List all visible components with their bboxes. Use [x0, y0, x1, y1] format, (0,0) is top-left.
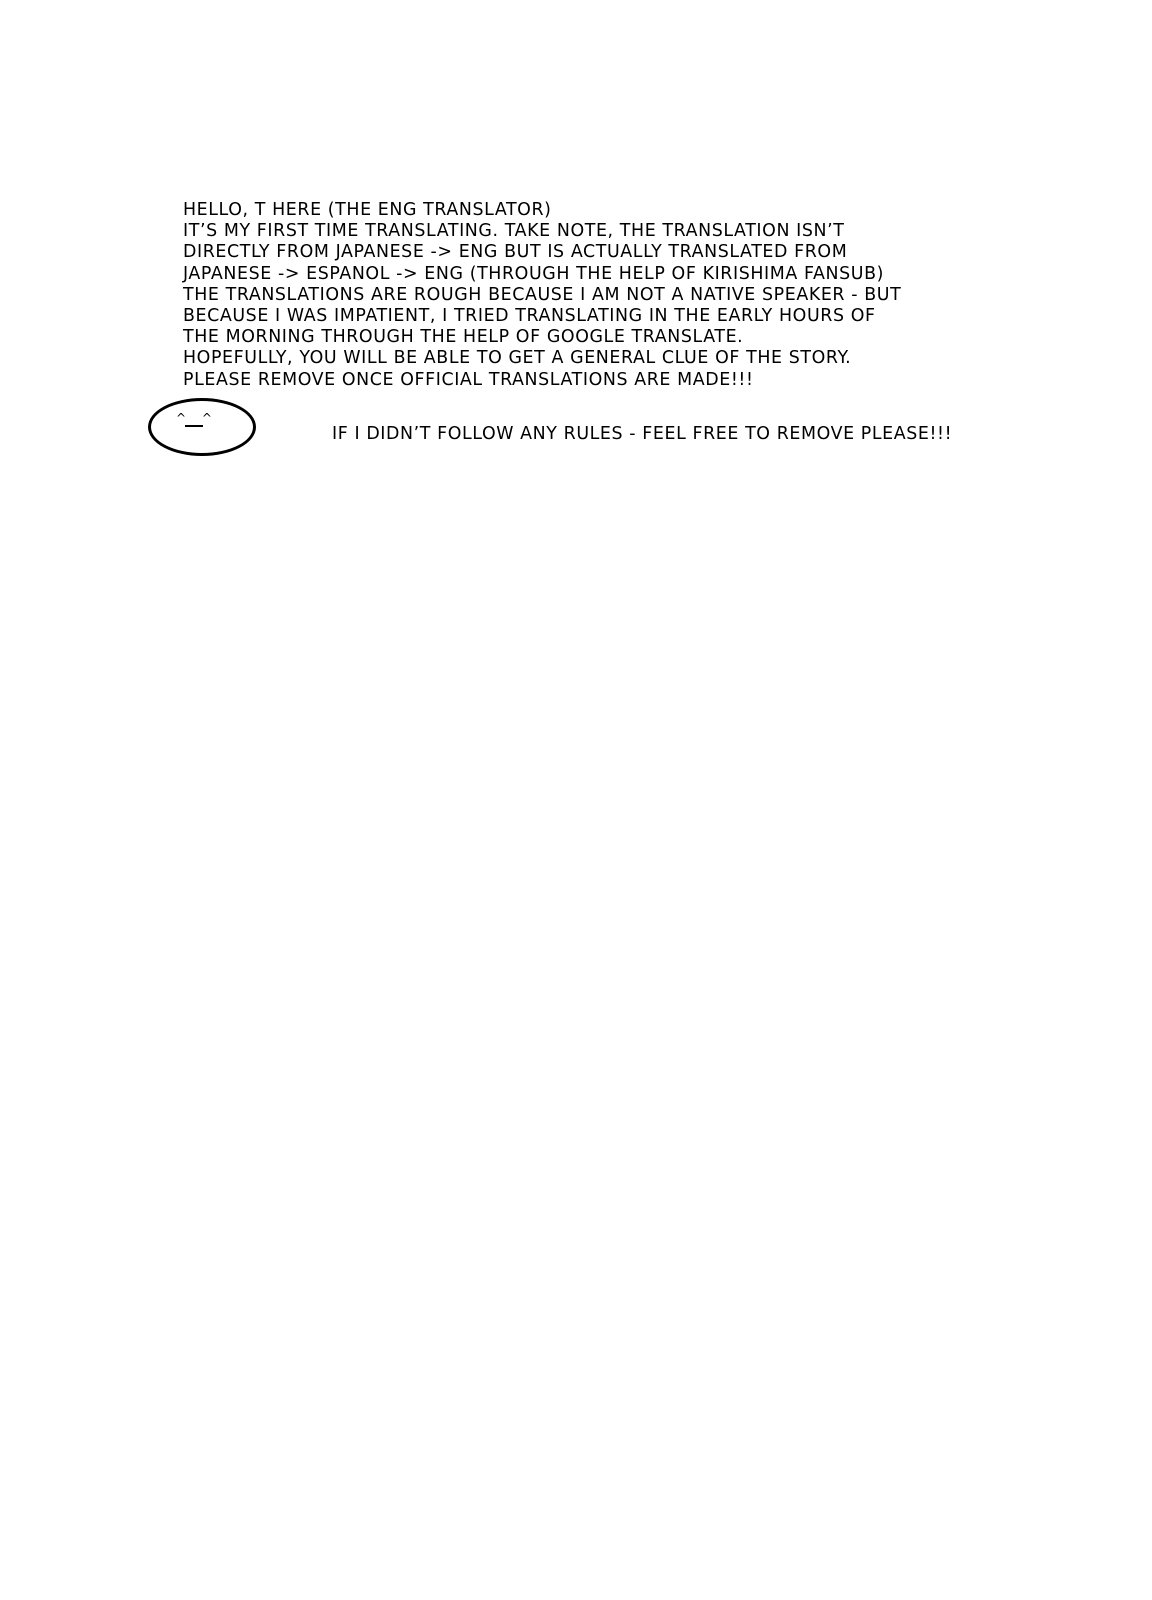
note-line: JAPANESE -> ESPANOL -> ENG (THROUGH THE HELP OF KIRISHIMA FANSUB)	[183, 263, 884, 284]
note-line: DIRECTLY FROM JAPANESE -> ENG BUT IS ACTUALLY TRANSLATED FROM	[183, 242, 848, 263]
face-mouth	[185, 425, 203, 427]
footer-row	[148, 398, 1048, 468]
note-line: IT’S MY FIRST TIME TRANSLATING. TAKE NOTE, THE TRANSLATION ISN’T	[183, 221, 845, 242]
note-line: THE TRANSLATIONS ARE ROUGH BECAUSE I AM NOT A NATIVE SPEAKER - BUT	[183, 284, 902, 305]
note-line: THE MORNING THROUGH THE HELP OF GOOGLE TRANSLATE.	[183, 327, 744, 348]
face-features	[174, 412, 230, 444]
face-eyes: ^ ^	[176, 411, 218, 425]
translator-note-block	[183, 200, 1023, 391]
footer-note-text: IF I DIDN’T FOLLOW ANY RULES - FEEL FREE TO REMOVE PLEASE!!!	[332, 424, 953, 444]
smiley-face-icon	[148, 398, 258, 460]
note-line: BECAUSE I WAS IMPATIENT, I TRIED TRANSLATING IN THE EARLY HOURS OF	[183, 306, 876, 327]
note-line: HOPEFULLY, YOU WILL BE ABLE TO GET A GENERAL CLUE OF THE STORY.	[183, 348, 852, 369]
note-line: HELLO, T HERE (THE ENG TRANSLATOR)	[183, 200, 552, 220]
note-line: PLEASE REMOVE ONCE OFFICIAL TRANSLATIONS ARE MADE!!!	[183, 369, 754, 390]
